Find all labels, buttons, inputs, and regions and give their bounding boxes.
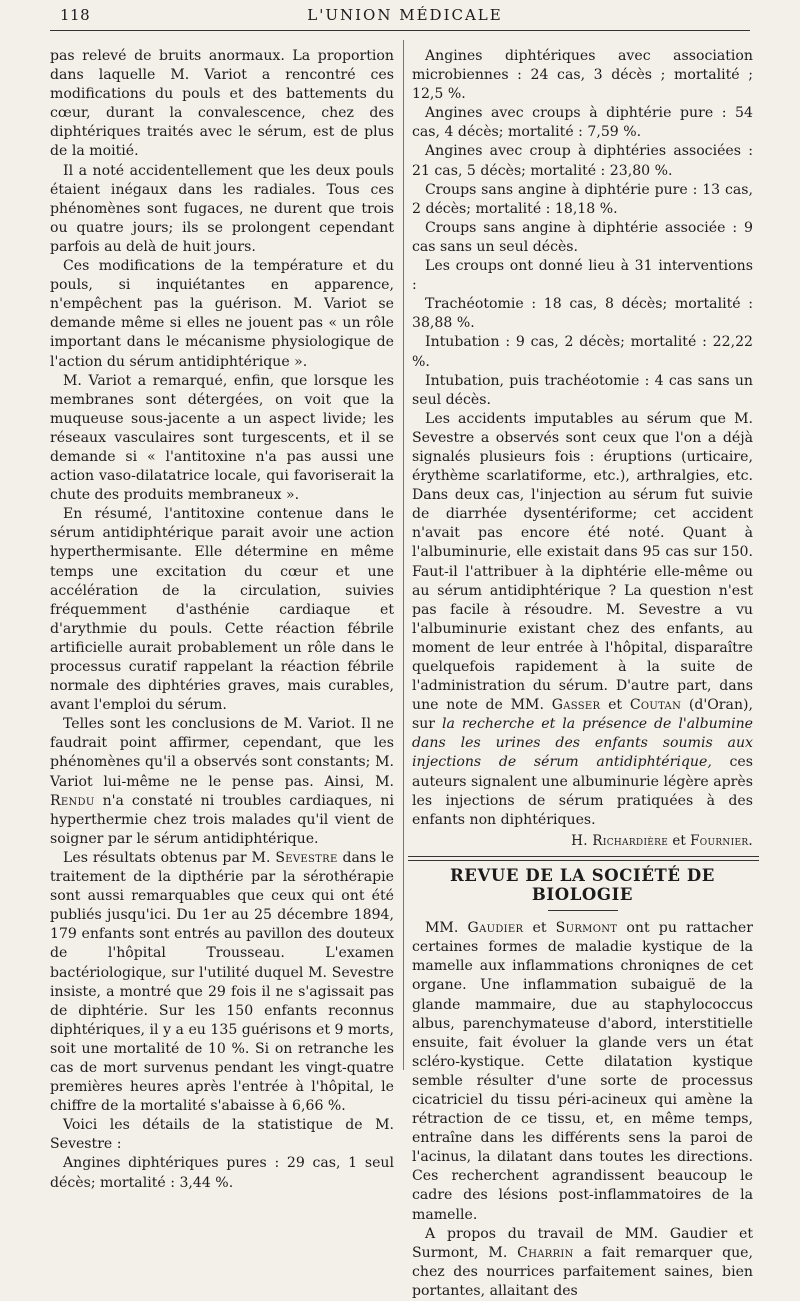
stat-line: Croups sans angine à diphtérie pure : 13 cas, 2 décès; mortalité : 18,18 %.: [412, 181, 753, 217]
right-column: [412, 47, 753, 1301]
stat-line: Les croups ont donné lieu à 31 interventions :: [412, 258, 753, 294]
author-name: Charrin: [517, 1244, 574, 1261]
section-title: REVUE DE LA SOCIÉTÉ DE BIOLOGIE: [450, 865, 715, 905]
paragraph: Ces modifications de la température et du pouls, si inquiétantes en apparence, n'empêchent pas la guérison. M. Variot se demande même si elles ne jouent pas « un rôle important dans le mécanisme physiologique de l'action du sérum antidiphtérique ».: [50, 258, 394, 370]
stat-line: Angines avec croups à diphtérie pure : 54 cas, 4 décès; mortalité : 7,59 %.: [412, 105, 753, 141]
stat-line: Croups sans angine à diphtérie associée : 9 cas sans un seul décès.: [412, 219, 753, 255]
paragraph: Voici les détails de la statistique de M. Sevestre :: [50, 1117, 394, 1153]
author-name: Gaudier: [467, 920, 524, 937]
author-name: Rendu: [50, 792, 95, 809]
paragraph: Angines diphtériques pures : 29 cas, 1 seul décès; mortalité : 3,44 %.: [50, 1155, 394, 1191]
running-title: L'UNION MÉDICALE: [307, 6, 503, 24]
author-name: Surmont: [555, 920, 618, 937]
left-column: [50, 47, 394, 1193]
paragraph: Les accidents imputables au sérum que M. Sevestre a observés sont ceux que l'on a déjà signalés plusieurs fois : éruptions (urticaire, érythème scarlatiforme, etc.), arthralgies, etc. Dans deux cas, l'injection au sérum fut suivie de diarrhée dysentériforme; cet accident n'avait pas encore été noté. Quant à l'albuminurie, elle existait dans 95 cas sur 150. Faut-il l'attribuer à la diphtérie elle-même ou au sérum antidiphtérique ? La question n'est pas facile à résoudre. M. Sevestre a vu l'albuminurie existant chez des enfants, au moment de leur entrée à l'hôpital, disparaître quelquefois rapidement à la suite de l'administration du sérum. D'autre part, dans une note de MM. Gasser et Coutan (d'Oran), sur la recherche et la présence de l'albumine dans les urines des enfants soumis aux injections de sérum antidiphtérique, ces auteurs signalent une albuminurie légère après les injections de sérum pratiquées à des enfants non diphtériques.: [412, 410, 754, 828]
cited-title: la recherche et la présence de l'albumine dans les urines des enfants soumis aux injections de sérum antidiphtérique,: [412, 716, 753, 771]
paragraph: pas relevé de bruits anormaux. La proportion dans laquelle M. Variot a rencontré ces modifications du pouls et des battements du cœur, durant la convalescence, chez des diphtériques traités avec le sérum, est de plus de la moitié.: [50, 48, 394, 160]
signature: H. Richardière et Fournier.: [571, 832, 753, 849]
title-rule: [548, 910, 618, 911]
stat-line: Angines avec croup à diphtéries associées : 21 cas, 5 décès; mortalité : 23,80 %.: [412, 143, 753, 179]
stat-line: Intubation, puis trachéotomie : 4 cas sans un seul décès.: [412, 372, 753, 408]
paragraph: M. Variot a remarqué, enfin, que lorsque les membranes sont détergées, on voit que la muqueuse sous-jacente a un aspect livide; les réseaux vasculaires sont turgescents, et il se demande si « l'antitoxine n'a pas aussi une action vaso-dilatatrice locale, qui favoriserait la chute des produits membraneux ».: [50, 372, 394, 504]
paragraph: MM. Gaudier et Surmont ont pu rattacher certaines formes de maladie kystique de la mamelle aux inflammations chroniqnes de cet organe. Une inflammation subaiguë de la glande mammaire, due au staphylococcus albus, parenchymateuse d'abord, interstitielle ensuite, fait évoluer la glande vers un état scléro-kystique. Cette dilatation kystique semble résulter d'une sorte de processus cicatriciel du tissu péri-acineux qui amène la rétraction de ce tissu, et, en même temps, entraîne dans les différents sens la paroi de l'acinus, la dilatant dans toutes les directions. Ces recherchent agrandissent beaucoup le cadre des lésions post-inflammatoires de la mamelle.: [412, 920, 753, 1223]
paragraph: Les résultats obtenus par M. Sevestre dans le traitement de la dipthérie par la sérothérapie sont aussi remarquables que ceux qui ont été publiés jusqu'ici. Du 1er au 25 décembre 1894, 179 enfants sont entrés au pavillon des douteux de l'hôpital Trousseau. L'examen bactériologique, sur l'utilité duquel M. Sevestre insiste, a montré que 29 fois il ne s'agissait pas de diphtérie. Sur les 150 enfants reconnus diphtériques, il y a eu 135 guérisons et 9 morts, soit une mortalité de 10 %. Si on retranche les cas de mort survenus pendant les vingt-quatre premières heures après l'entrée à l'hôpital, le chiffre de la mortalité s'abaisse à 6,66 %.: [50, 849, 394, 1115]
paragraph: Il a noté accidentellement que les deux pouls étaient inégaux dans les radiales. Tous ces phénomènes sont fugaces, ne durent que trois ou quatre jours; ils se prolongent cependant parfois au delà de huit jours.: [50, 162, 394, 255]
stat-line: Trachéotomie : 18 cas, 8 décès; mortalité : 38,88 %.: [412, 296, 753, 332]
page-header: [60, 4, 750, 26]
header-rule: [50, 30, 750, 31]
column-divider: [403, 40, 404, 1070]
paragraph: En résumé, l'antitoxine contenue dans le sérum antidiphtérique parait avoir une action hyperthermisante. Elle détermine en même temps une excitation du cœur et une accélération de la circulation, suivies fréquemment d'asthénie cardiaque et d'arythmie du pouls. Cette réaction fébrile artificielle aurait probablement un rôle dans le processus curatif rappelant la réaction fébrile normale des diphtéries graves, mais curables, avant l'emploi du sérum.: [50, 506, 394, 714]
author-name: Gasser: [551, 697, 601, 714]
author-name: Coutan: [629, 697, 682, 714]
stat-line: Angines diphtériques avec association microbiennes : 24 cas, 3 décès ; mortalité ; 12,5 %.: [412, 48, 753, 103]
stat-line: Intubation : 9 cas, 2 décès; mortalité : 22,22 %.: [412, 334, 753, 370]
paragraph: A propos du travail de MM. Gaudier et Surmont, M. Charrin a fait remarquer que, chez des nourrices parfaitement saines, bien portantes, allaitant des: [412, 1225, 753, 1299]
double-rule: [412, 854, 753, 866]
paragraph: Telles sont les conclusions de M. Variot. Il ne faudrait point affirmer, cependant, que les phénomènes qu'il a observés sont constants; M. Variot lui-même ne le pense pas. Ainsi, M. Rendu n'a constaté ni troubles cardiaques, ni hyperthermie chez trois malades qu'il vient de soigner par le sérum antidiphtérique.: [50, 716, 394, 847]
author-name: Sevestre: [275, 849, 338, 866]
page-number: 118: [60, 6, 91, 24]
